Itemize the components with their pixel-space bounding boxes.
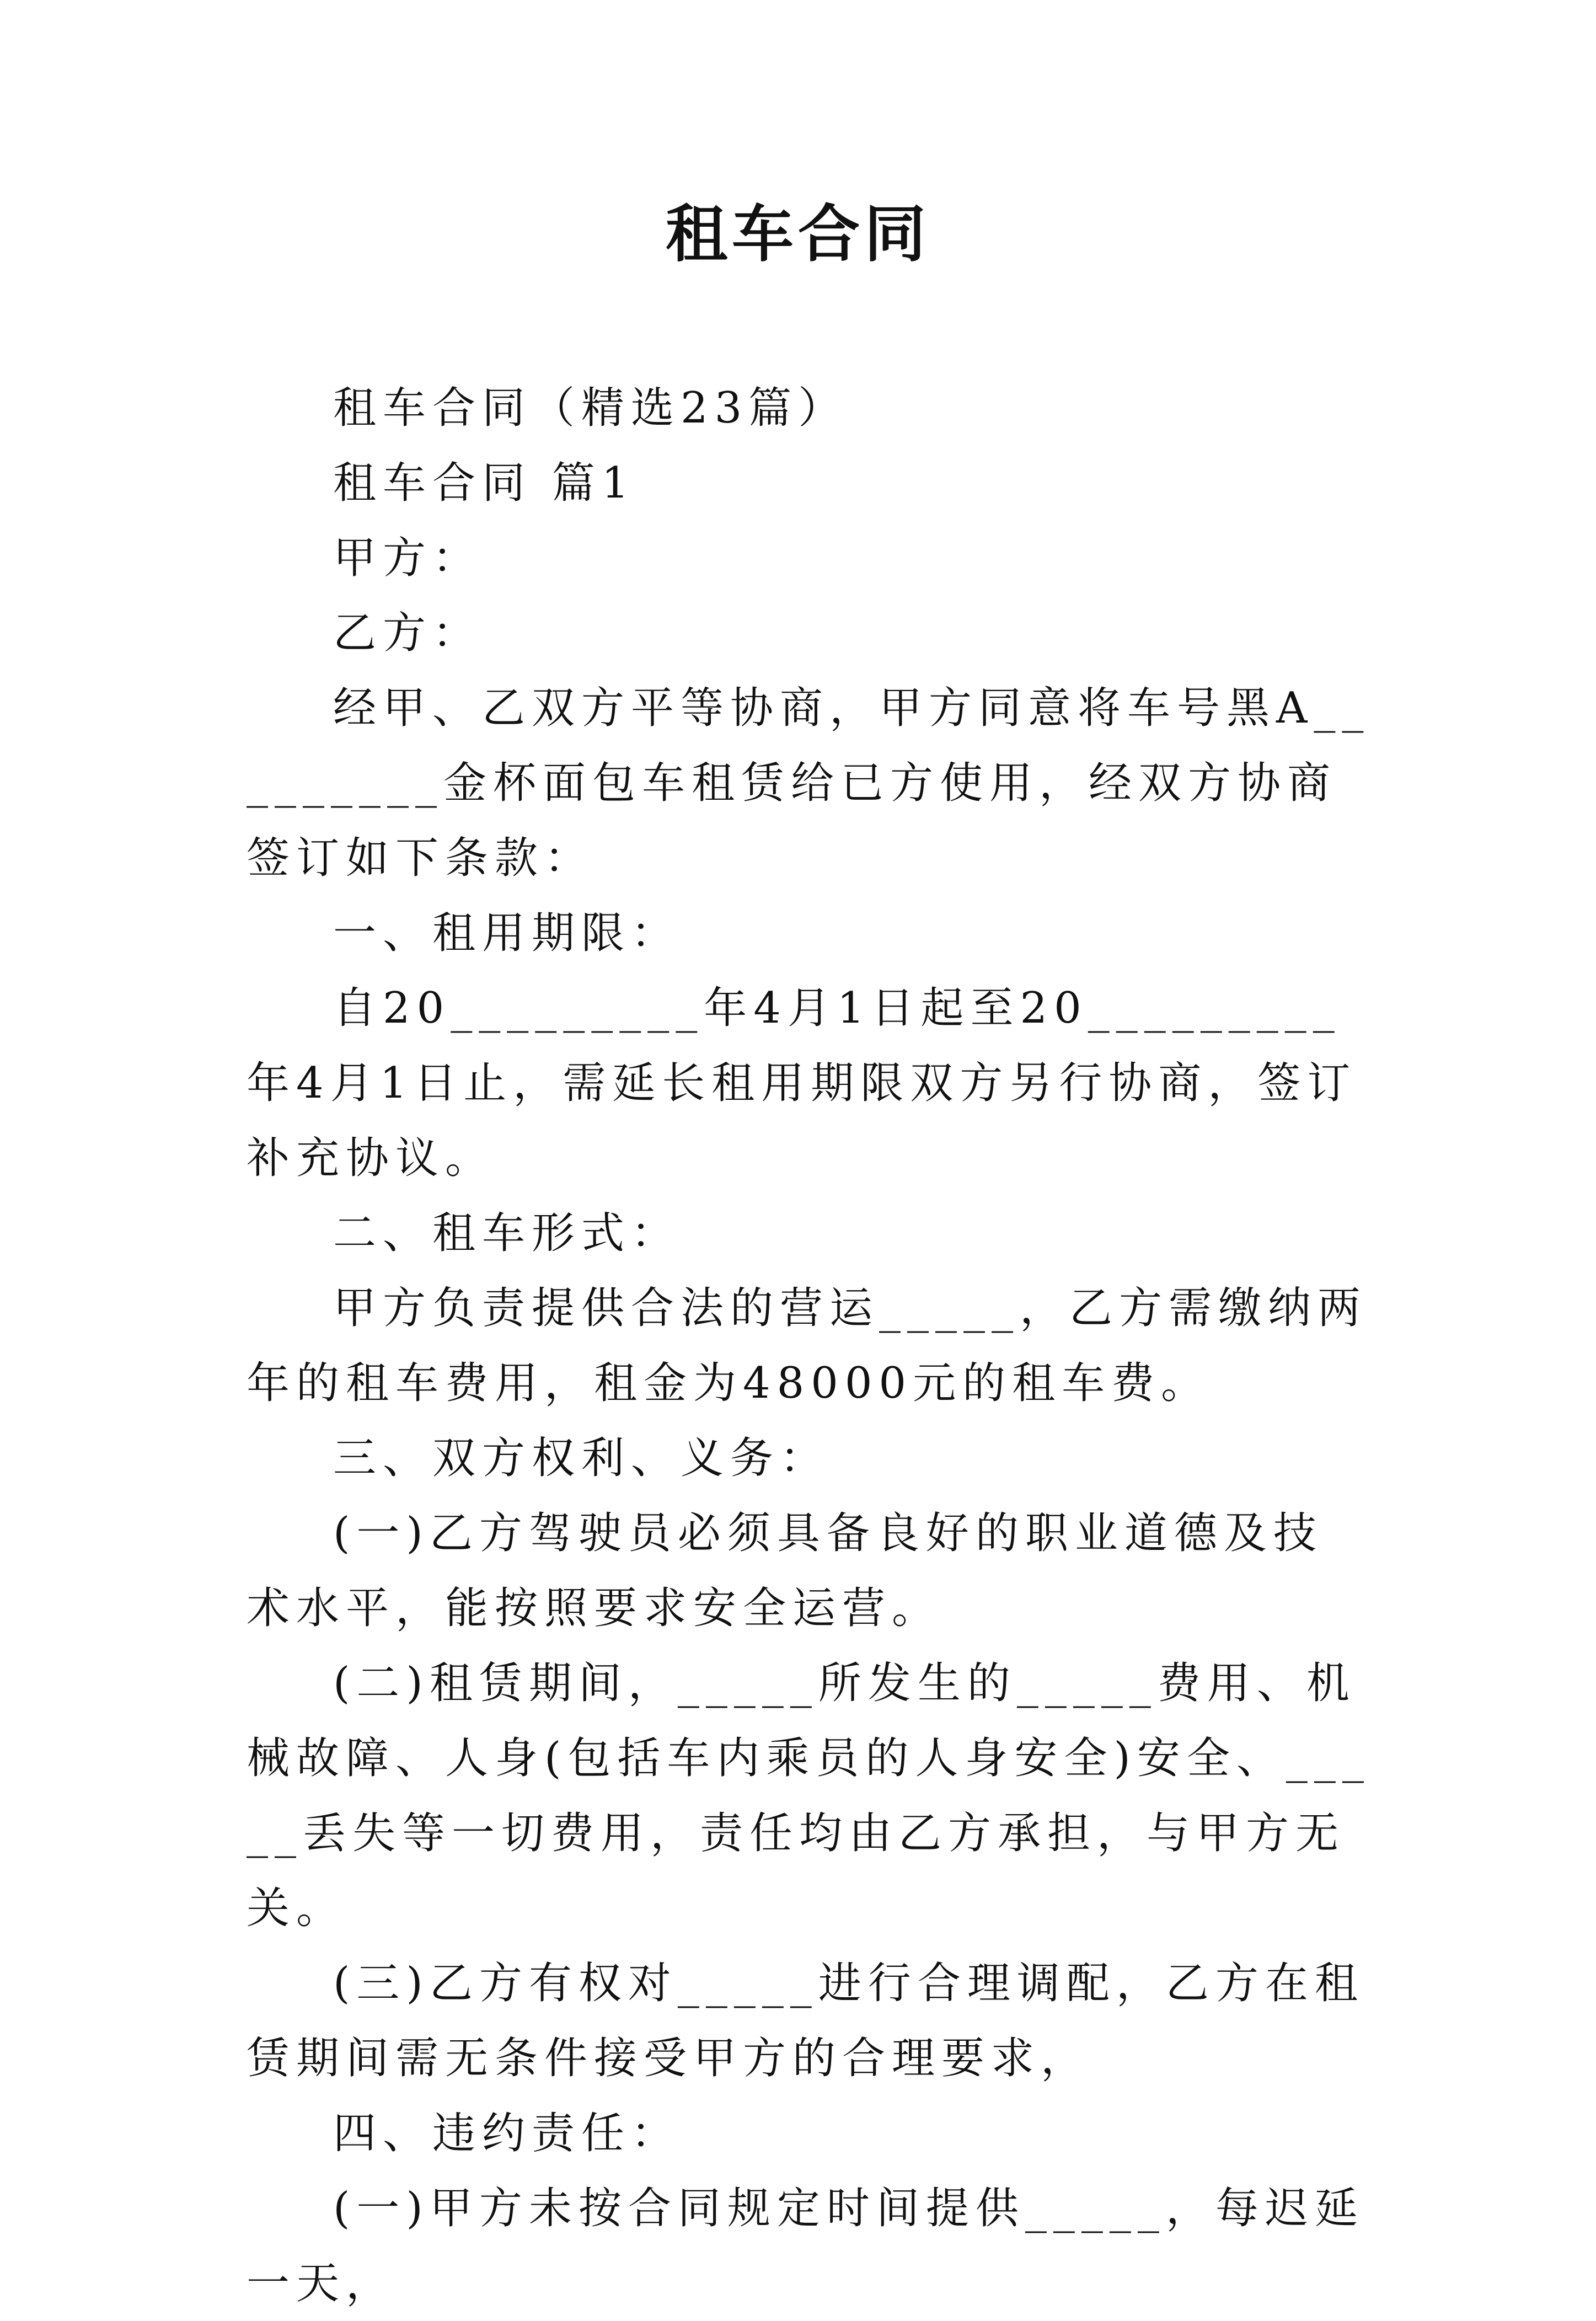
paragraph-clause-heading-1: 一、租用期限： bbox=[333, 908, 681, 958]
document-title: 租车合同 bbox=[666, 198, 930, 270]
paragraph-clause-heading-3: 三、双方权利、义务： bbox=[333, 1434, 830, 1483]
paragraph-clause-3-1: (一)乙方驾驶员必须具备良好的职业道德及技术水平，能按照要求安全运营。 bbox=[247, 1509, 1323, 1633]
paragraph-clause-1: 自20_________年4月1日起至20_________年4月1日止，需延长租用期限双方另行协商，签订补充协议。 bbox=[247, 983, 1357, 1183]
paragraph-clause-4-1: (一)甲方未按合同规定时间提供_____，每迟延一天， bbox=[247, 2184, 1364, 2308]
paragraph-clause-heading-2: 二、租车形式： bbox=[333, 1208, 681, 1258]
paragraph-intro: 经甲、乙双方平等协商，甲方同意将车号黑A_________金杯面包车租赁给已方使用，经双方协商签订如下条款： bbox=[247, 683, 1370, 883]
paragraph-party-b: 乙方： bbox=[333, 608, 483, 658]
paragraph-clause-2: 甲方负责提供合法的营运_____，乙方需缴纳两年的租车费用，租金为48000元的租车费。 bbox=[247, 1283, 1368, 1408]
document-body bbox=[247, 371, 1372, 2321]
paragraph-clause-3-2: (二)租赁期间，_____所发生的_____费用、机械故障、人身(包括车内乘员的人身安全)安全、_____丢失等一切费用，责任均由乙方承担，与甲方无关。 bbox=[247, 1659, 1370, 1933]
paragraph-section-heading: 租车合同 篇1 bbox=[333, 458, 636, 508]
paragraph-clause-3-3: (三)乙方有权对_____进行合理调配，乙方在租赁期间需无条件接受甲方的合理要求， bbox=[247, 1959, 1364, 2083]
paragraph-clause-heading-4: 四、违约责任： bbox=[333, 2109, 681, 2158]
paragraph-subtitle: 租车合同（精选23篇） bbox=[333, 383, 848, 433]
paragraph-party-a: 甲方： bbox=[333, 533, 483, 583]
